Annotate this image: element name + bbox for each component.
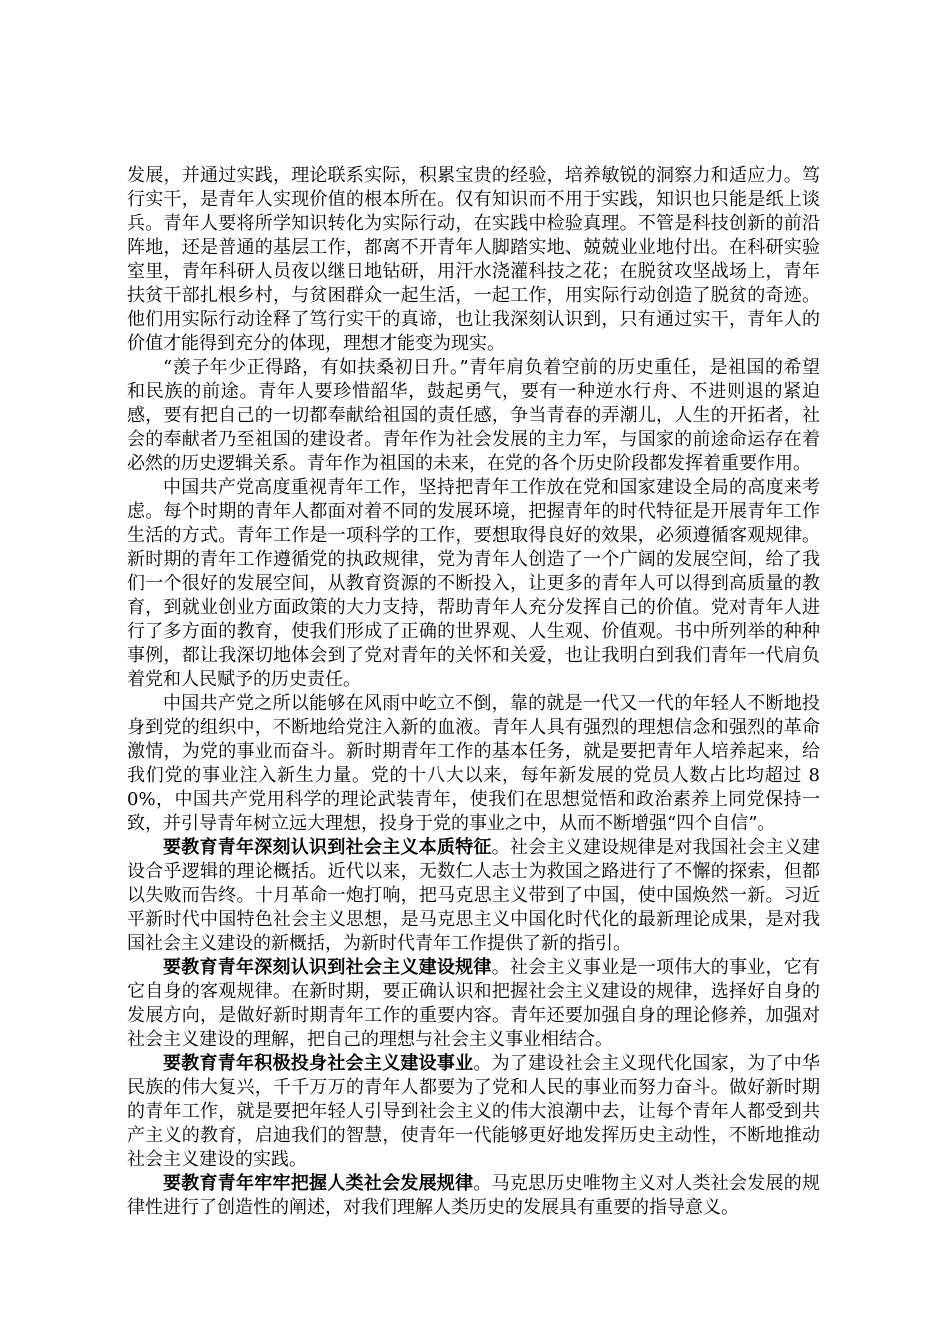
paragraph-text: 中国共产党之所以能够在风雨中屹立不倒，靠的就是一代又一代的年轻人不断地投身到党的组织中，不断地给党注入新的血液。青年人具有强烈的理想信念和强烈的革命激情，为党的事业而奋斗。新时期青年工作的基本任务，就是要把青年人培养起来，给我们党的事业注入新生力量。党的十八大以来，每年新发展的党员人数占比均超过 80%，中国共产党用科学的理论武装青年，使我们在思想觉悟和政治素养上同党保持一致，并引导青年树立远大理想，投身于党的事业之中，从而不断增强“四个自信”。 — [127, 693, 820, 834]
paragraph-socialist-laws — [127, 956, 820, 1052]
paragraph-text: “羡子年少正得路，有如扶桑初日升。”青年肩负着空前的历史重任，是祖国的希望和民族的前途。青年人要珍惜韶华，鼓起勇气，要有一种逆水行舟、不进则退的紧迫感，要有把自己的一切都奉献给祖国的责任感，争当青春的弄潮儿，人生的开拓者，社会的奉献者乃至祖国的建设者。青年作为社会发展的主力军，与国家的前途命运存在着必然的历史逻辑关系。青年作为祖国的未来，在党的各个历史阶段都发挥着重要作用。 — [127, 357, 820, 474]
paragraph-text: 。社会主义建设规律是对我国社会主义建设合乎逻辑的理论概括。近代以来，无数仁人志士为救国之路进行了不懈的探索，但都以失败而告终。十月革命一炮打响，把马克思主义带到了中国，使中国焕然一新。习近平新时代中国特色社会主义思想，是马克思主义中国化时代化的最新理论成果，是对我国社会主义建设的新概括，为新时代青年工作提供了新的指引。 — [127, 837, 821, 954]
document-page — [127, 164, 820, 1220]
paragraph-heading: 要教育青年深刻认识到社会主义本质特征 — [163, 837, 492, 858]
paragraph-practice-continued — [127, 164, 820, 356]
paragraph-text: 中国共产党高度重视青年工作，坚持把青年工作放在党和国家建设全局的高度来考虑。每个时期的青年人都面对着不同的发展环境，把握青年的时代特征是开展青年工作生活的方式。青年工作是一项科学的工作，要想取得良好的效果，必须遵循客观规律。新时期的青年工作遵循党的执政规律，党为青年人创造了一个广阔的发展空间，给了我们一个很好的发展空间，从教育资源的不断投入，让更多的青年人可以得到高质量的教育，到就业创业方面政策的大力支持，帮助青年人充分发挥自己的价值。党对青年人进行了多方面的教育，使我们形成了正确的世界观、人生观、价值观。书中所列举的种种事例，都让我深切地体会到了党对青年的关怀和关爱，也让我明白到我们青年一代肩负着党和人民赋予的历史责任。 — [127, 477, 820, 690]
paragraph-party-youth-work — [127, 476, 820, 692]
paragraph-party-new-blood — [127, 692, 820, 836]
paragraph-text: 发展，并通过实践，理论联系实际，积累宝贵的经验，培养敏锐的洞察力和适应力。笃行实干，是青年人实现价值的根本所在。仅有知识而不用于实践，知识也只能是纸上谈兵。青年人要将所学知识转化为实际行动，在实践中检验真理。不管是科技创新的前沿阵地，还是普通的基层工作，都离不开青年人脚踏实地、兢兢业业地付出。在科研实验室里，青年科研人员夜以继日地钻研，用汗水浇灌科技之花；在脱贫攻坚战场上，青年扶贫干部扎根乡村，与贫困群众一起生活，一起工作，用实际行动创造了脱贫的奇迹。他们用实际行动诠释了笃行实干的真谛，也让我深刻认识到，只有通过实干，青年人的价值才能得到充分的体现，理想才能变为现实。 — [127, 165, 820, 354]
paragraph-heading: 要教育青年积极投身社会主义建设事业 — [163, 1053, 474, 1074]
paragraph-text: 。为了建设社会主义现代化国家，为了中华民族的伟大复兴，千千万万的青年人都要为了党和人民的事业而努力奋斗。做好新时期的青年工作，就是要把年轻人引导到社会主义的伟大浪潮中去，让每个青年人都受到共产主义的教育，启迪我们的智慧，使青年一代能够更好地发挥历史主动性，不断地推动社会主义建设的实践。 — [127, 1053, 821, 1170]
paragraph-social-development — [127, 1172, 820, 1220]
paragraph-socialist-construction — [127, 1052, 820, 1172]
paragraph-text: 。马克思历史唯物主义对人类社会发展的规律性进行了创造性的阐述，对我们理解人类历史的发展具有重要的指导意义。 — [127, 1173, 821, 1218]
paragraph-heading: 要教育青年深刻认识到社会主义建设规律 — [163, 957, 492, 978]
paragraph-youth-mission — [127, 356, 820, 476]
paragraph-heading: 要教育青年牢牢把握人类社会发展规律 — [163, 1173, 474, 1194]
paragraph-socialist-essence — [127, 836, 820, 956]
paragraph-text: 。社会主义事业是一项伟大的事业，它有它自身的客观规律。在新时期，要正确认识和把握社会主义建设的规律，选择好自身的发展方向，是做好新时期青年工作的重要内容。青年还要加强自身的理论修养，加强对社会主义建设的理解，把自己的理想与社会主义事业相结合。 — [127, 957, 821, 1050]
